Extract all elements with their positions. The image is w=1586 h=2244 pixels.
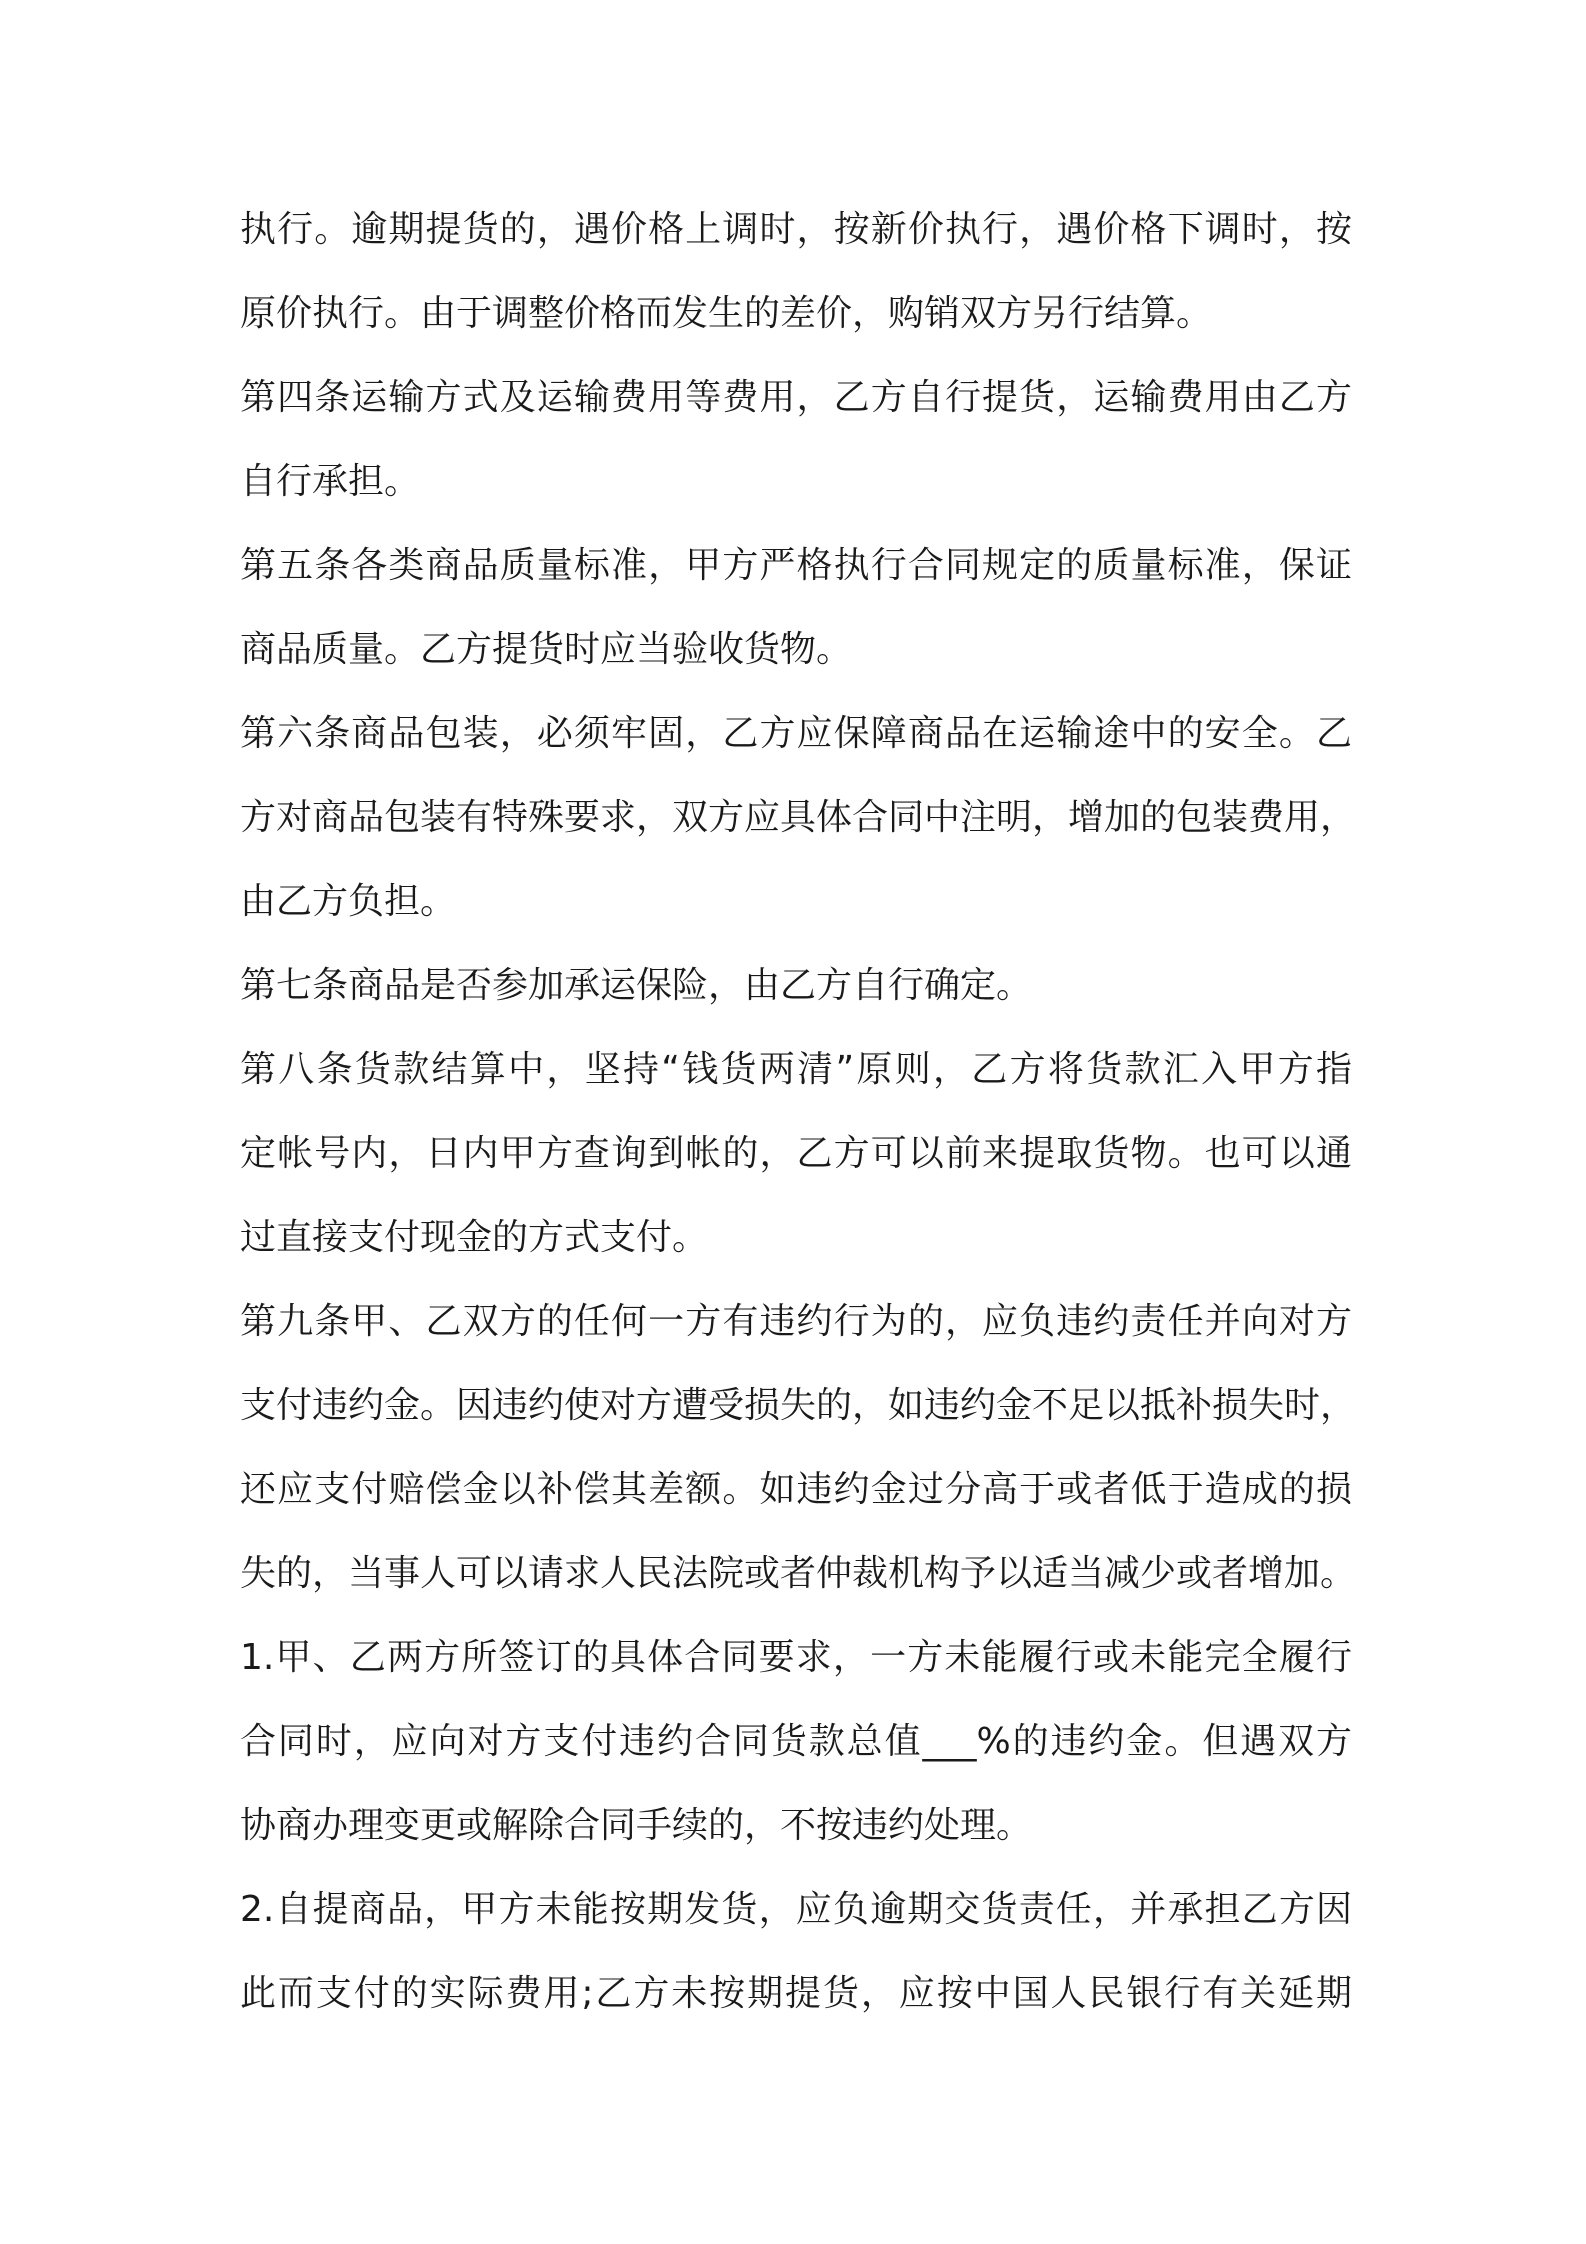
text-line: 由乙方负担。 [240,881,457,922]
text-line: 执行。逾期提货的，遇价格上调时，按新价执行，遇价格下调时，按 [240,209,1352,250]
text-line: 协商办理变更或解除合同手续的，不按违约处理。 [240,1805,1033,1846]
text-line: 失的，当事人可以请求人民法院或者仲裁机构予以适当减少或者增加。 [240,1553,1357,1594]
text-line: 定帐号内，日内甲方查询到帐的，乙方可以前来提取货物。也可以通 [240,1133,1352,1174]
text-line: 第六条商品包装，必须牢固，乙方应保障商品在运输途中的安全。乙 [240,713,1352,754]
text-line: 原价执行。由于调整价格而发生的差价，购销双方另行结算。 [240,293,1213,334]
text-line: 2.自提商品，甲方未能按期发货，应负逾期交货责任，并承担乙方因 [240,1889,1352,1930]
text-line: 第九条甲、乙双方的任何一方有违约行为的，应负违约责任并向对方 [240,1301,1352,1342]
contract-page [240,188,1357,2036]
text-line: 第四条运输方式及运输费用等费用，乙方自行提货，运输费用由乙方 [240,377,1352,418]
text-line: 支付违约金。因违约使对方遭受损失的，如违约金不足以抵补损失时， [240,1385,1357,1426]
text-line: 第八条货款结算中，坚持“钱货两清”原则，乙方将货款汇入甲方指 [240,1049,1352,1090]
text-line: 第七条商品是否参加承运保险，由乙方自行确定。 [240,965,1033,1006]
text-line: 方对商品包装有特殊要求，双方应具体合同中注明，增加的包装费用， [240,797,1357,838]
text-line: 此而支付的实际费用;乙方未按期提货，应按中国人民银行有关延期 [240,1973,1352,2014]
text-line: 自行承担。 [240,461,421,502]
text-line: 还应支付赔偿金以补偿其差额。如违约金过分高于或者低于造成的损 [240,1469,1352,1510]
text-line: 商品质量。乙方提货时应当验收货物。 [240,629,853,670]
text-line: 1.甲、乙两方所签订的具体合同要求，一方未能履行或未能完全履行 [240,1637,1352,1678]
text-line: 过直接支付现金的方式支付。 [240,1217,709,1258]
text-line: 合同时，应向对方支付违约合同货款总值___%的违约金。但遇双方 [240,1721,1352,1762]
text-line: 第五条各类商品质量标准，甲方严格执行合同规定的质量标准，保证 [240,545,1352,586]
